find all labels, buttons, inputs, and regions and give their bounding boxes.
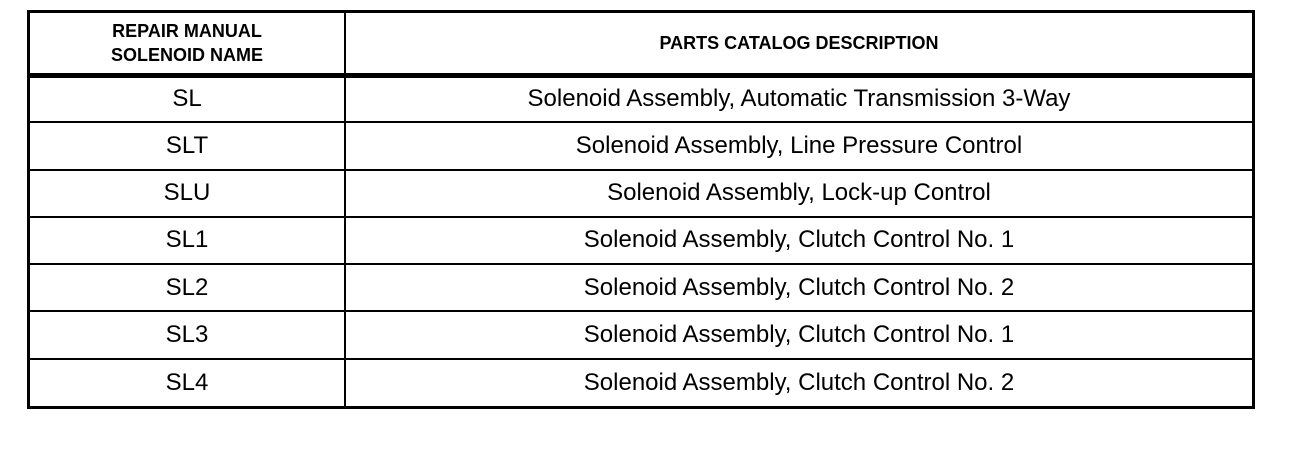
header-parts-catalog-description: PARTS CATALOG DESCRIPTION bbox=[345, 13, 1252, 75]
solenoid-name-cell: SL4 bbox=[30, 359, 345, 406]
table-row bbox=[30, 311, 1252, 358]
description-cell: Solenoid Assembly, Clutch Control No. 2 bbox=[345, 264, 1252, 311]
solenoid-name-cell: SL2 bbox=[30, 264, 345, 311]
description-cell: Solenoid Assembly, Line Pressure Control bbox=[345, 122, 1252, 169]
header-solenoid-name-line2: SOLENOID NAME bbox=[110, 44, 263, 65]
table-row bbox=[30, 264, 1252, 311]
solenoid-name-cell: SLT bbox=[30, 122, 345, 169]
solenoid-name-cell: SL1 bbox=[30, 217, 345, 264]
solenoid-name-cell: SLU bbox=[30, 170, 345, 217]
table-row bbox=[30, 170, 1252, 217]
header-solenoid-name bbox=[30, 13, 345, 75]
solenoid-name-cell: SL bbox=[30, 75, 345, 122]
table-row bbox=[30, 217, 1252, 264]
table-row bbox=[30, 122, 1252, 169]
solenoid-table-frame bbox=[27, 10, 1255, 409]
header-solenoid-name-line1: REPAIR MANUAL bbox=[112, 20, 262, 41]
solenoid-table bbox=[30, 13, 1252, 406]
description-cell: Solenoid Assembly, Clutch Control No. 2 bbox=[345, 359, 1252, 406]
table-row bbox=[30, 359, 1252, 406]
solenoid-name-cell: SL3 bbox=[30, 311, 345, 358]
description-cell: Solenoid Assembly, Lock-up Control bbox=[345, 170, 1252, 217]
description-cell: Solenoid Assembly, Automatic Transmission 3-Way bbox=[345, 75, 1252, 122]
table-row bbox=[30, 75, 1252, 122]
description-cell: Solenoid Assembly, Clutch Control No. 1 bbox=[345, 311, 1252, 358]
table-header-row bbox=[30, 13, 1252, 75]
description-cell: Solenoid Assembly, Clutch Control No. 1 bbox=[345, 217, 1252, 264]
